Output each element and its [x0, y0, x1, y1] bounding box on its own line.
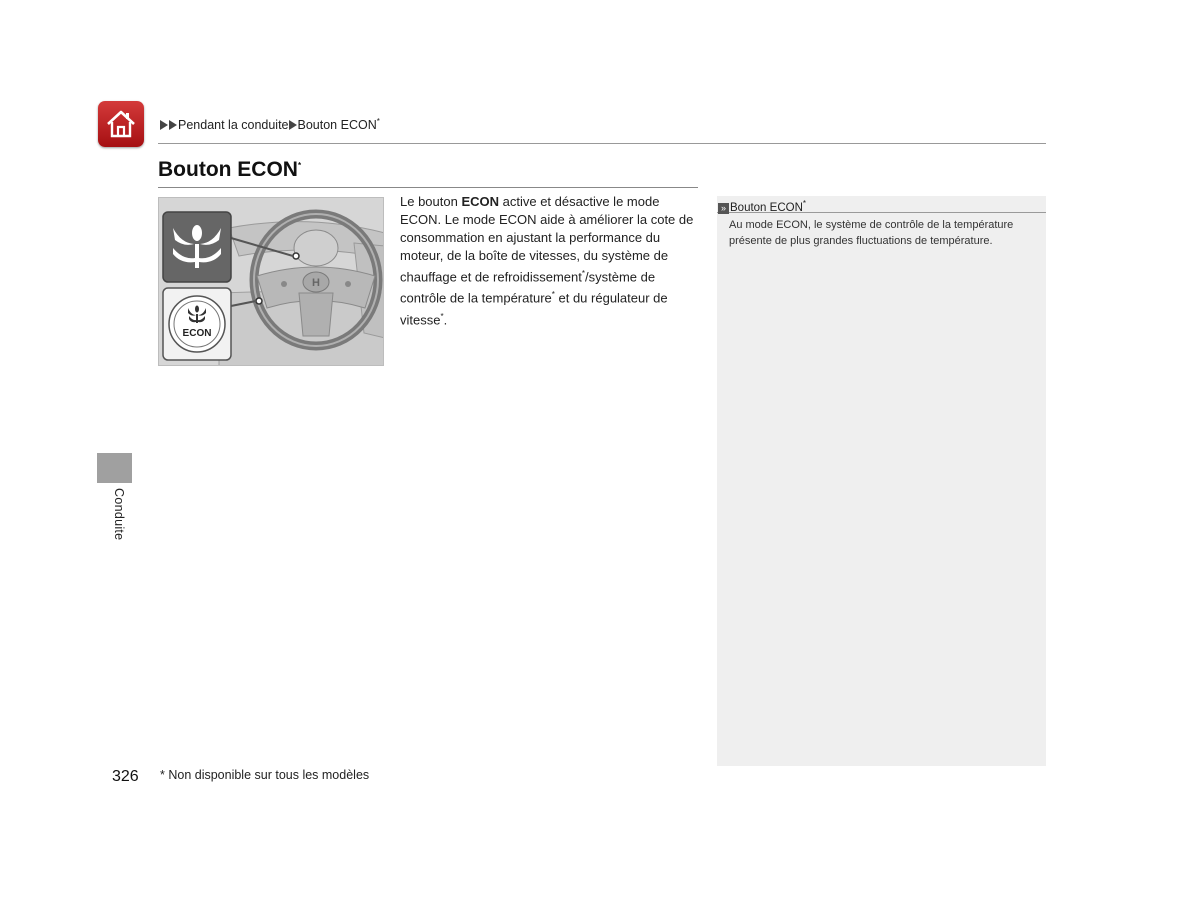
- home-icon: [105, 108, 137, 140]
- title-text: Bouton ECON: [158, 158, 298, 181]
- text-run: et du régulateur de vitesse: [400, 290, 668, 327]
- double-arrow-icon: »: [718, 203, 729, 214]
- asterisk-mark: *: [581, 269, 585, 278]
- text-run: active et désactive le mode ECON. Le mode ECON aide à améliorer la cote de consommation en ajustant la performance du moteur, de la boîte de vitesses, du système de chauffage et de refroidissement: [400, 194, 694, 285]
- econ-bold: ECON: [461, 194, 500, 209]
- svg-text:H: H: [312, 277, 320, 289]
- text-run: .: [443, 311, 448, 327]
- chapter-tab[interactable]: [97, 453, 132, 483]
- home-button[interactable]: [98, 101, 144, 147]
- asterisk-mark: *: [440, 311, 444, 321]
- page-number: 326: [112, 768, 139, 785]
- header-rule: [158, 143, 1046, 144]
- text-run: /système de contrôle de la température: [400, 269, 656, 306]
- econ-button-illustration: [158, 197, 384, 366]
- arrow-icon: [160, 120, 168, 130]
- main-paragraph: [400, 193, 700, 329]
- side-note-header[interactable]: [717, 196, 1046, 213]
- breadcrumb: [160, 117, 380, 132]
- side-note-panel: [717, 196, 1046, 766]
- arrow-icon: [289, 120, 297, 130]
- title-rule: [158, 187, 698, 188]
- footnote: * Non disponible sur tous les modèles: [160, 768, 370, 782]
- text-run: Le bouton: [400, 194, 462, 209]
- econ-label: ECON: [182, 328, 212, 339]
- breadcrumb-item-driving[interactable]: Pendant la conduite: [178, 118, 289, 133]
- asterisk-mark: *: [376, 117, 380, 126]
- chapter-label: Conduite: [112, 488, 126, 541]
- breadcrumb-item-econ[interactable]: Bouton ECON: [297, 118, 377, 133]
- side-note-text: Au mode ECON, le système de contrôle de la température présente de plus grandes fluctuations de température.: [729, 219, 1014, 247]
- asterisk-mark: *: [551, 290, 555, 300]
- page-title: [158, 158, 301, 182]
- dashboard-drawing: [159, 198, 384, 366]
- asterisk-mark: *: [802, 199, 806, 208]
- arrow-icon: [169, 120, 177, 130]
- asterisk-mark: *: [297, 161, 302, 170]
- note-title: Bouton ECON: [730, 201, 803, 214]
